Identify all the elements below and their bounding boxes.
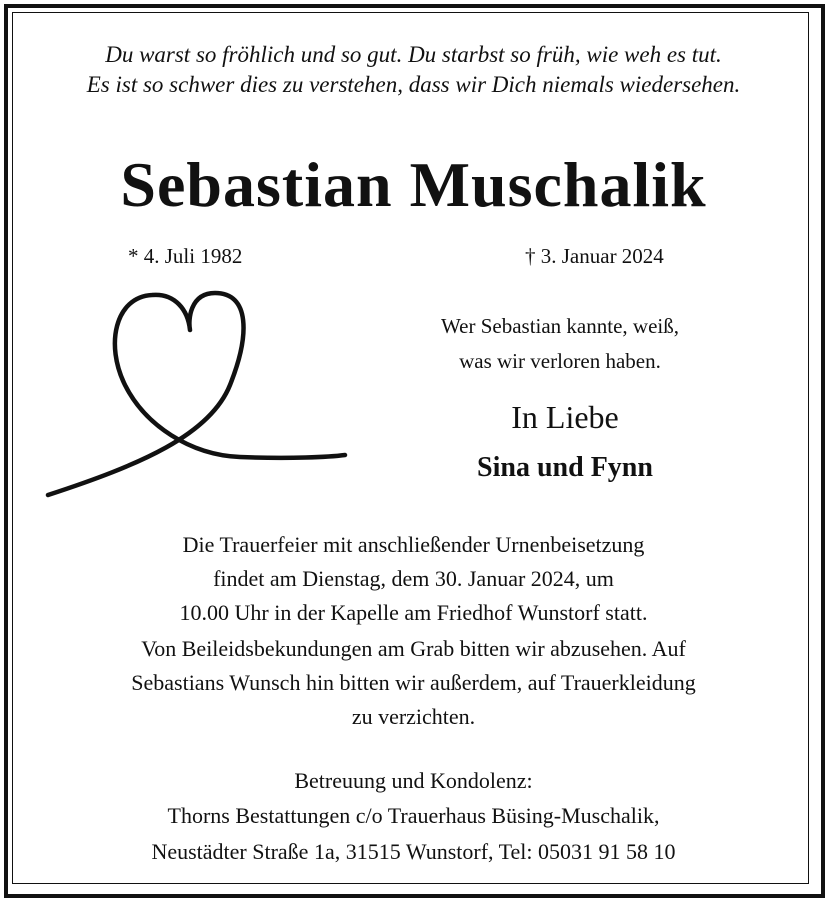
ceremony-line-5: Sebastians Wunsch hin bitten wir außerdem, auf Trauerkleidung	[131, 670, 696, 695]
quote-line-2: was wir verloren haben.	[459, 349, 661, 373]
contact-line-2: Neustädter Straße 1a, 31515 Wunstorf, Tel: 05031 91 58 10	[151, 839, 676, 864]
death-date: † 3. Januar 2024	[525, 244, 664, 268]
ceremony-line-2: findet am Dienstag, dem 30. Januar 2024, um	[213, 566, 614, 591]
ceremony-line-6: zu verzichten.	[351, 704, 476, 729]
poem-line-1: Du warst so fröhlich und so gut. Du starbst so früh, wie weh es tut.	[105, 42, 722, 67]
in-love-label: In Liebe	[511, 399, 619, 435]
ceremony-line-1: Die Trauerfeier mit anschließender Urnenbeisetzung	[182, 532, 645, 557]
poem-line-2: Es ist so schwer dies zu verstehen, dass wir Dich niemals wiedersehen.	[86, 72, 741, 97]
contact-line-1: Thorns Bestattungen c/o Trauerhaus Büsing-Muschalik,	[167, 803, 660, 828]
heart-line-icon	[40, 285, 360, 505]
deceased-name: Sebastian Muschalik	[120, 149, 707, 220]
ceremony-line-3: 10.00 Uhr in der Kapelle am Friedhof Wunstorf statt.	[179, 600, 648, 625]
contact-heading: Betreuung und Kondolenz:	[294, 768, 533, 793]
ceremony-line-4: Von Beileidsbekundungen am Grab bitten wir abzusehen. Auf	[141, 636, 686, 661]
quote-line-1: Wer Sebastian kannte, weiß,	[441, 314, 679, 338]
birth-date: * 4. Juli 1982	[128, 244, 243, 268]
mourner-names: Sina und Fynn	[477, 452, 653, 483]
